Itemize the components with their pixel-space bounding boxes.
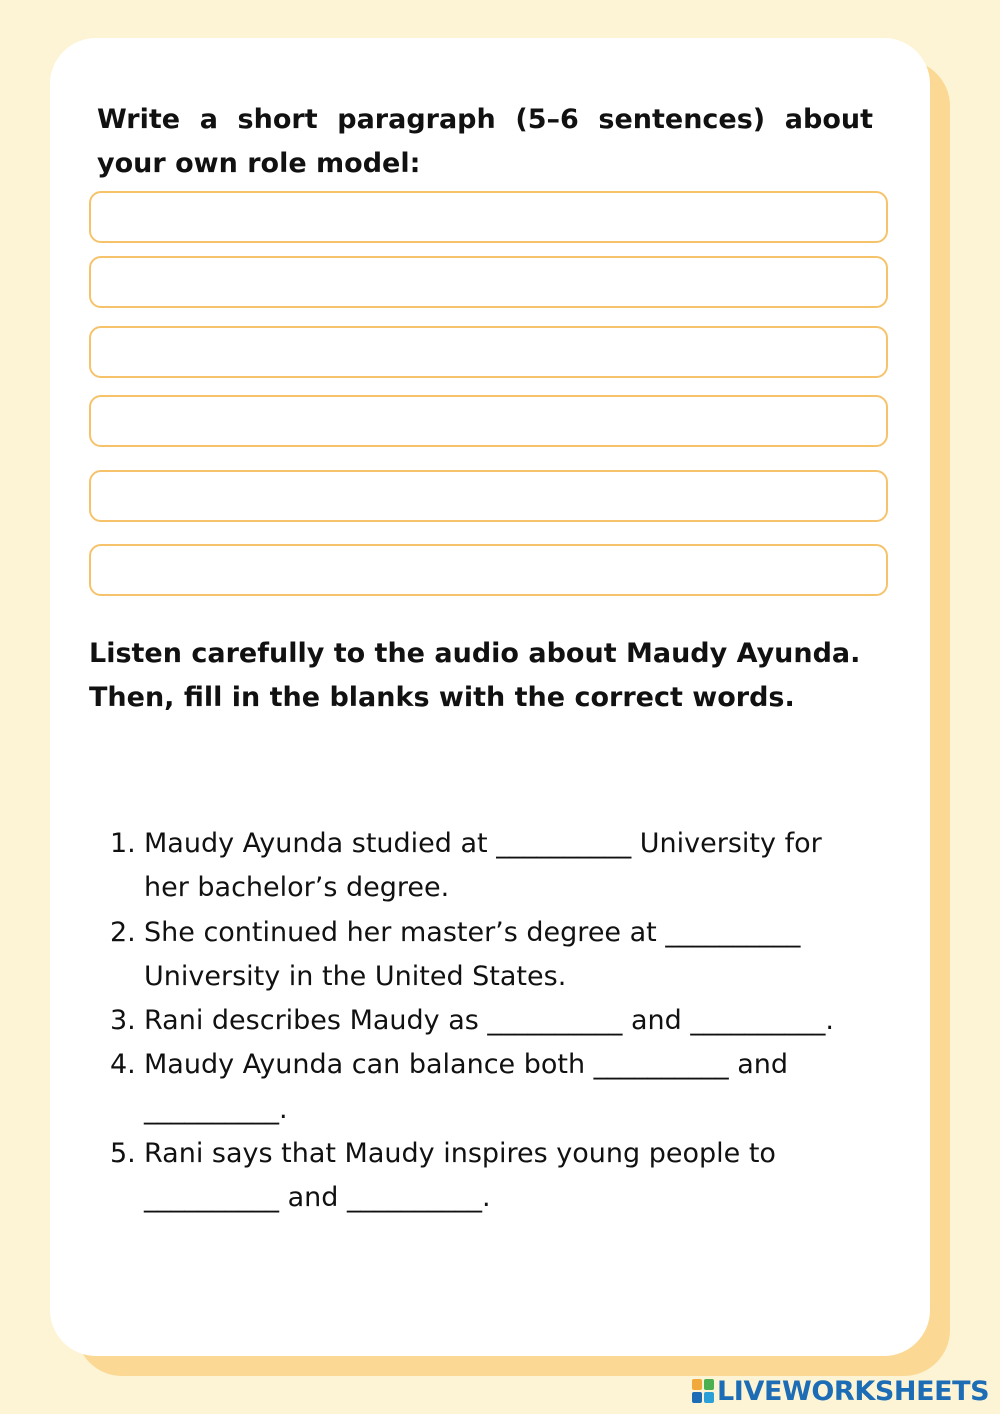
question-text: She continued her master’s degree at __________ University in the United States. (144, 916, 801, 992)
question-number: 4. (110, 1049, 136, 1081)
question-list (110, 822, 900, 1221)
question-number: 5. (110, 1138, 136, 1170)
question-number: 2. (110, 916, 136, 948)
question-text: Maudy Ayunda studied at __________ University for her bachelor’s degree. (144, 828, 822, 904)
answer-line-4[interactable] (89, 395, 888, 447)
answer-line-2[interactable] (89, 256, 888, 308)
liveworksheets-logo-icon (692, 1379, 714, 1403)
question-number: 3. (110, 1005, 136, 1037)
question-item (110, 1043, 900, 1132)
question-item (110, 1132, 900, 1221)
brand-name: LIVEWORKSHEETS (717, 1375, 990, 1407)
writing-prompt: Write a short paragraph (5–6 sentences) about your own role model: (97, 104, 873, 179)
question-item (110, 822, 900, 911)
logo-square-green (704, 1379, 714, 1390)
question-text: Rani says that Maudy inspires young people to __________ and __________. (144, 1138, 776, 1214)
answer-line-5[interactable] (89, 470, 888, 522)
logo-square-cyan (704, 1392, 714, 1403)
question-item (110, 911, 900, 1000)
question-item (110, 999, 900, 1043)
logo-square-blue (692, 1392, 702, 1403)
question-text: Maudy Ayunda can balance both __________ and __________. (144, 1049, 789, 1125)
liveworksheets-brand (692, 1374, 989, 1408)
answer-line-1[interactable] (89, 191, 888, 243)
answer-line-6[interactable] (89, 544, 888, 596)
question-text: Rani describes Maudy as __________ and __________. (144, 1005, 834, 1037)
listening-prompt-line-1: Listen carefully to the audio about Maudy Ayunda. (89, 638, 861, 669)
listening-prompt (89, 632, 919, 720)
question-number: 1. (110, 828, 136, 859)
answer-line-3[interactable] (89, 326, 888, 378)
listening-prompt-line-2: Then, fill in the blanks with the correct words. (89, 682, 795, 713)
logo-square-orange (692, 1379, 702, 1390)
